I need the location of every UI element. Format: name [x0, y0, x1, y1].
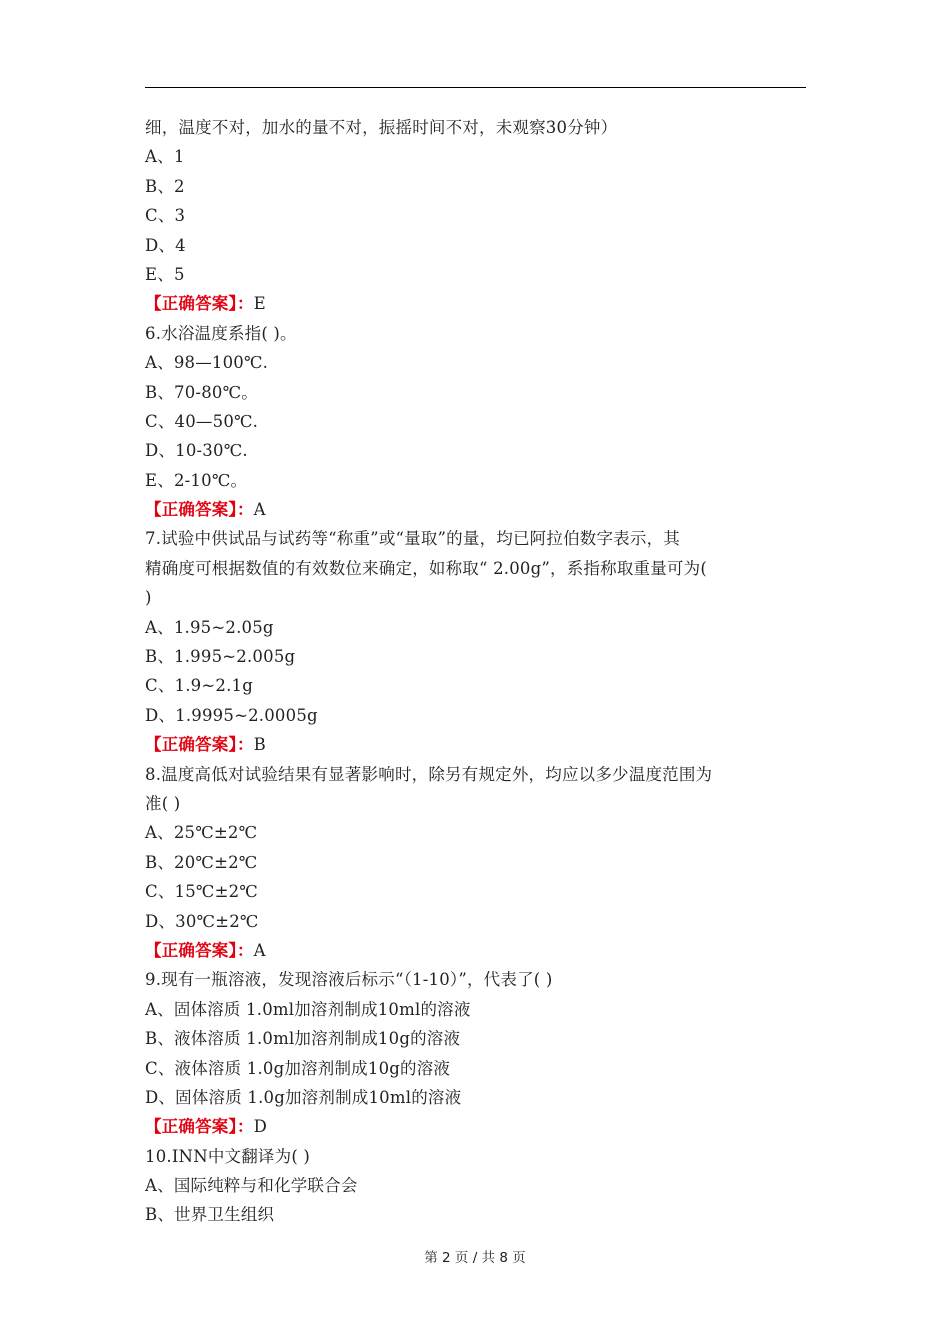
text-line: D、10-30℃.	[145, 441, 248, 461]
text-line: C、3	[145, 206, 186, 226]
text-line: A、25℃±2℃	[145, 823, 258, 843]
answer-line	[145, 289, 810, 318]
text-line: A、固体溶质 1.0ml加溶剂制成10ml的溶液	[145, 999, 471, 1019]
text-line: 8.温度高低对试验结果有显著影响时，除另有规定外，均应以多少温度范围为	[145, 764, 713, 784]
answer-line	[145, 936, 810, 965]
text-line: B、70-80℃。	[145, 382, 258, 402]
text-line: A、国际纯粹与和化学联合会	[145, 1176, 358, 1196]
text-line: 6.水浴温度系指( )。	[145, 323, 297, 343]
answer-line	[145, 730, 810, 759]
text-line: A、1.95~2.05g	[145, 617, 274, 637]
text-line: C、液体溶质 1.0g加溶剂制成10g的溶液	[145, 1058, 451, 1078]
text-line: 7.试验中供试品与试药等“称重”或“量取”的量，均已阿拉伯数字表示，其	[145, 529, 680, 549]
text-line: 准( )	[145, 793, 181, 813]
text-line: C、1.9~2.1g	[145, 676, 253, 696]
answer-label: 【正确答案】：	[145, 500, 254, 520]
answer-label: 【正确答案】：	[145, 940, 254, 960]
text-line: D、1.9995~2.0005g	[145, 705, 318, 725]
text-line: )	[145, 588, 152, 608]
answer-value: A	[253, 500, 266, 520]
text-line: D、4	[145, 235, 186, 255]
answer-label: 【正确答案】：	[145, 735, 254, 755]
text-line: 9.现有一瓶溶液，发现溶液后标示“（1-10）”，代表了( )	[145, 970, 553, 990]
text-line: B、1.995~2.005g	[145, 647, 296, 667]
text-line: B、20℃±2℃	[145, 852, 258, 872]
text-line: E、2-10℃。	[145, 470, 248, 490]
text-line: B、2	[145, 176, 185, 196]
answer-label: 【正确答案】：	[145, 1117, 254, 1137]
text-line: A、98—100℃.	[145, 353, 269, 373]
text-line: D、固体溶质 1.0g加溶剂制成10ml的溶液	[145, 1087, 462, 1107]
answer-label: 【正确答案】：	[145, 294, 254, 314]
header-rule	[145, 87, 806, 88]
text-line: C、15℃±2℃	[145, 882, 258, 902]
text-line: 10.INN中文翻译为( )	[145, 1146, 311, 1166]
text-line: C、40—50℃.	[145, 411, 259, 431]
page-footer: 第 2 页 / 共 8 页	[424, 1250, 526, 1266]
text-line: B、世界卫生组织	[145, 1205, 275, 1225]
answer-value: B	[253, 735, 266, 755]
text-line: A、1	[145, 147, 185, 167]
answer-line	[145, 495, 810, 524]
answer-value: D	[253, 1117, 268, 1137]
text-line: B、液体溶质 1.0ml加溶剂制成10g的溶液	[145, 1029, 461, 1049]
text-line: D、30℃±2℃	[145, 911, 259, 931]
page-content	[145, 113, 810, 1230]
answer-line	[145, 1112, 810, 1141]
answer-value: E	[253, 294, 266, 314]
answer-value: A	[253, 940, 266, 960]
text-line: 精确度可根据数值的有效数位来确定，如称取“ 2.00g”，系指称取重量可为(	[145, 558, 707, 578]
text-line: 细，温度不对，加水的量不对，振摇时间不对，未观察30分钟）	[145, 118, 618, 137]
text-line: E、5	[145, 264, 185, 284]
